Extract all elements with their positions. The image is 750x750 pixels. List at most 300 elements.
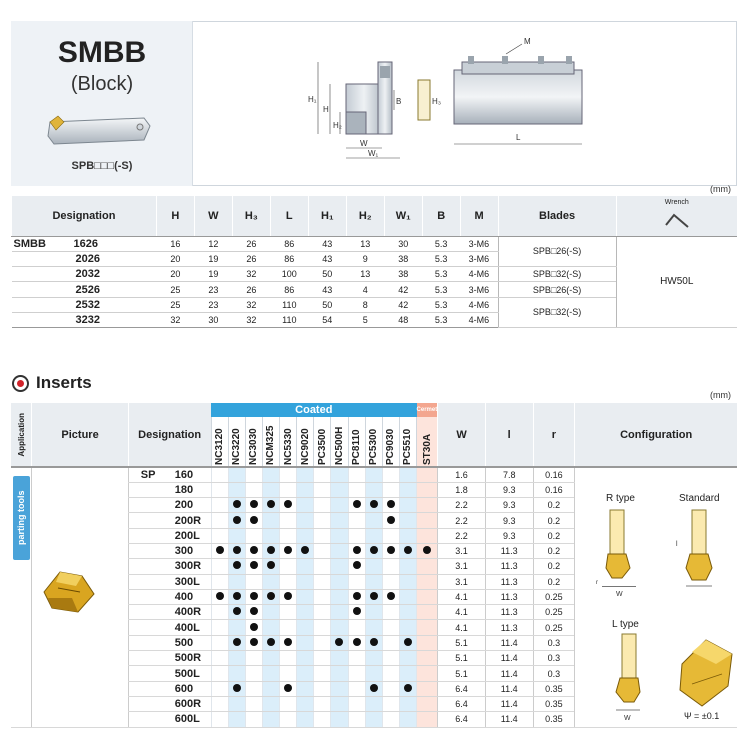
grade-cell [280,589,297,604]
insert-l-cell: 11.4 [485,651,533,666]
grade-cell [262,467,279,482]
standard-l-label: l [676,541,678,548]
col-l: L [270,196,308,236]
dim-label-l: L [516,133,521,142]
insert-designation [128,681,211,696]
insert-r-cell: 0.2 [533,528,575,543]
grade-header [297,417,314,467]
grade-cell [314,528,331,543]
blade-cell: SPB□26(-S) [498,282,616,297]
holder-code: SPB□□□(-S) [71,160,133,172]
config-label-l-type: L type [612,619,639,630]
grade-cell [280,620,297,635]
insert-l-cell: 11.3 [485,574,533,589]
insert-l-cell: 11.3 [485,543,533,558]
grade-cell [297,498,314,513]
grade-cell [348,666,365,681]
grade-cell [382,482,399,497]
grade-cell [417,712,438,727]
insert-w-cell: 1.8 [438,482,486,497]
grade-cell [331,651,348,666]
insert-code: 200 [174,499,194,512]
grade-cell [262,543,279,558]
cell-b: 5.3 [422,267,460,282]
grade-cell [245,559,262,574]
grade-cell [245,482,262,497]
grade-cell [228,696,245,711]
availability-dot [233,607,241,615]
availability-dot [250,623,258,631]
cell-l: 86 [270,251,308,266]
grade-cell [399,482,416,497]
grade-cell [417,543,438,558]
grade-label: ST30A [421,433,433,465]
grade-cell [262,635,279,650]
grade-label: NCM325 [265,425,277,465]
grade-cell [262,513,279,528]
insert-l-cell: 11.4 [485,635,533,650]
grade-cell [297,620,314,635]
grade-cell [382,712,399,727]
insert-designation [128,605,211,620]
grade-header [365,417,382,467]
dim-label-h: H [323,105,329,114]
grade-label: NC3220 [231,427,243,465]
dim-label-m: M [524,37,531,46]
availability-dot [370,684,378,692]
insert-designation [128,498,211,513]
grade-cell [228,651,245,666]
grade-cell [297,681,314,696]
grade-cell [245,666,262,681]
grade-label: NC3120 [214,427,226,465]
grade-cell [280,513,297,528]
grade-cell [331,589,348,604]
grade-cell [365,620,382,635]
cell-m: 4-M6 [460,312,498,327]
grade-cell [417,467,438,482]
cell-l: 86 [270,236,308,251]
grade-cell [280,696,297,711]
grade-cell [262,620,279,635]
grade-cell [245,620,262,635]
grade-cell [314,620,331,635]
insert-w-cell: 2.2 [438,528,486,543]
insert-r-cell: 0.3 [533,651,575,666]
cell-h1: 43 [308,282,346,297]
cell-h3: 26 [232,282,270,297]
page-subtitle: (Block) [70,73,134,95]
grade-cell [382,498,399,513]
insert-row [11,467,737,482]
insert-r-cell: 0.2 [533,513,575,528]
availability-dot [267,500,275,508]
cell-h1: 50 [308,267,346,282]
insert-w-cell: 2.2 [438,513,486,528]
availability-dot [233,592,241,600]
grade-cell [348,528,365,543]
grade-cell [314,651,331,666]
cell-h: 25 [156,297,194,312]
grade-label: NC5330 [282,427,294,465]
grade-cell [262,528,279,543]
grade-cell [331,605,348,620]
col-blades: Blades [498,196,616,236]
insert-l-cell: 9.3 [485,498,533,513]
availability-dot [250,592,258,600]
cell-h3: 32 [232,297,270,312]
designation-code: 2026 [75,252,100,265]
grade-cell [314,543,331,558]
grade-cell [262,651,279,666]
config-label-r-type: R type [606,493,635,504]
grade-cell [417,574,438,589]
blade-cell: SPB□32(-S) [498,267,616,282]
grade-cell [348,635,365,650]
grade-cell [382,696,399,711]
availability-dot [370,592,378,600]
grade-cell [228,635,245,650]
availability-dot [370,546,378,554]
insert-code: 400L [174,621,200,634]
grade-cell [314,712,331,727]
insert-designation [128,559,211,574]
grade-cell [417,696,438,711]
availability-dot [387,500,395,508]
grade-cell [382,681,399,696]
grade-cell [382,559,399,574]
grade-cell [297,605,314,620]
designation-cell [12,236,157,251]
insert-r-cell: 0.2 [533,498,575,513]
grade-cell [228,605,245,620]
grade-header [228,417,245,467]
designation-code: 2532 [75,298,100,311]
col-cermet: Cermet [417,403,438,417]
cell-w: 30 [194,312,232,327]
grade-label: NC3030 [248,427,260,465]
dim-label-w1: W₁ [368,149,379,158]
grade-cell [280,498,297,513]
r-type-r-label: r [596,580,598,586]
blade-section-drawing [412,76,442,126]
designation-cell [12,282,157,297]
grade-cell [211,574,228,589]
grade-cell [280,712,297,727]
insert-w-cell: 4.1 [438,605,486,620]
grade-cell [211,666,228,681]
section-bullet-icon [12,375,29,392]
insert-code: 500L [174,667,200,680]
cell-w: 23 [194,282,232,297]
cell-l: 86 [270,282,308,297]
blade-cell: SPB□32(-S) [498,297,616,328]
grade-cell [382,651,399,666]
insert-l-cell: 11.3 [485,605,533,620]
grade-label: PC9030 [385,428,397,465]
grade-cell [417,559,438,574]
availability-dot [353,638,361,646]
insert-designation [128,666,211,681]
availability-dot [353,546,361,554]
grade-cell [417,635,438,650]
grade-cell [365,559,382,574]
availability-dot [284,638,292,646]
designation-code: 2032 [75,268,100,281]
grade-cell [365,467,382,482]
grade-cell [297,528,314,543]
grade-cell [399,666,416,681]
grade-cell [365,635,382,650]
cell-h1: 43 [308,251,346,266]
grade-cell [417,589,438,604]
insert-designation [128,620,211,635]
grade-cell [331,467,348,482]
grade-label: PC8110 [351,428,363,465]
grade-cell [382,605,399,620]
grade-cell [331,681,348,696]
grade-header [314,417,331,467]
insert-l-cell: 11.4 [485,681,533,696]
grade-cell [228,681,245,696]
cell-h: 32 [156,312,194,327]
grade-cell [348,498,365,513]
grade-cell [399,467,416,482]
grade-cell [280,635,297,650]
grade-cell [297,467,314,482]
insert-designation [128,574,211,589]
grade-cell [365,574,382,589]
grade-cell [417,620,438,635]
grade-cell [399,559,416,574]
cell-w1: 42 [384,282,422,297]
cell-h2: 9 [346,251,384,266]
grade-cell [365,589,382,604]
availability-dot [233,561,241,569]
grade-cell [331,620,348,635]
availability-dot [250,638,258,646]
insert-designation [128,651,211,666]
grade-cell [399,651,416,666]
availability-dot [250,561,258,569]
cell-h2: 13 [346,267,384,282]
grade-cell [399,528,416,543]
grade-header [382,417,399,467]
col-coated: Coated [211,403,417,417]
insert-code: 600 [174,682,194,695]
tolerance-note: Ψ = ±0.1 [684,711,720,721]
grade-cell [280,482,297,497]
designation-cell [12,267,157,282]
insert-designation [128,589,211,604]
col-b: B [422,196,460,236]
insert-w-cell: 5.1 [438,635,486,650]
grade-cell [280,528,297,543]
col-application-label: Application [16,412,26,457]
grade-cell [365,681,382,696]
grade-cell [417,605,438,620]
insert-w-cell: 4.1 [438,589,486,604]
grade-cell [280,559,297,574]
cell-w: 23 [194,297,232,312]
availability-dot [216,546,224,554]
grade-cell [245,605,262,620]
grade-cell [331,498,348,513]
insert-w-cell: 6.4 [438,712,486,727]
availability-dot [284,500,292,508]
grade-cell [399,635,416,650]
grade-cell [348,543,365,558]
availability-dot [267,638,275,646]
insert-picture [38,566,98,616]
inserts-title: Inserts [36,373,92,392]
grade-cell [297,543,314,558]
availability-dot [233,516,241,524]
availability-dot [370,500,378,508]
grade-cell [365,543,382,558]
insert-l-cell: 9.3 [485,513,533,528]
cell-w: 12 [194,236,232,251]
col-l: l [485,403,533,467]
grade-cell [297,635,314,650]
grade-cell [211,696,228,711]
designation-prefix: SMBB [13,237,46,250]
application-tab-parting-tools[interactable]: parting tools [13,476,30,560]
grade-cell [382,635,399,650]
availability-dot [216,592,224,600]
insert-l-cell: 11.3 [485,559,533,574]
grade-cell [365,482,382,497]
insert-w-cell: 3.1 [438,574,486,589]
insert-r-cell: 0.16 [533,467,575,482]
grade-cell [211,559,228,574]
blade-holder-image [44,110,154,152]
grade-cell [262,498,279,513]
cell-b: 5.3 [422,312,460,327]
grade-cell [262,712,279,727]
grade-cell [399,543,416,558]
cell-m: 4-M6 [460,297,498,312]
grade-cell [314,696,331,711]
grade-label: NC9020 [299,427,311,465]
col-application [11,403,32,467]
grade-cell [348,589,365,604]
availability-dot [267,592,275,600]
insert-w-cell: 1.6 [438,467,486,482]
availability-dot [353,561,361,569]
grade-cell [211,605,228,620]
cell-w: 19 [194,251,232,266]
grade-cell [297,574,314,589]
grade-cell [399,620,416,635]
availability-dot [301,546,309,554]
insert-r-cell: 0.2 [533,574,575,589]
grade-header [331,417,348,467]
insert-l-cell: 11.4 [485,696,533,711]
grade-cell [280,605,297,620]
l-type-insert-drawing [594,630,664,722]
insert-l-cell: 11.3 [485,589,533,604]
insert-code: 300 [174,545,194,558]
grade-cell [417,651,438,666]
grade-cell [365,605,382,620]
block-spec-table [11,196,737,328]
grade-cell [280,681,297,696]
grade-cell [211,482,228,497]
insert-l-cell: 11.4 [485,666,533,681]
grade-cell [331,513,348,528]
grade-cell [262,559,279,574]
grade-header [262,417,279,467]
grade-cell [211,513,228,528]
grade-cell [228,528,245,543]
grade-cell [399,574,416,589]
grade-cell [314,635,331,650]
grade-cell [297,559,314,574]
cell-w1: 38 [384,267,422,282]
grade-cell [245,589,262,604]
grade-cell [331,559,348,574]
grade-cell [297,513,314,528]
grade-cell [211,651,228,666]
availability-dot [250,607,258,615]
grade-cell [382,666,399,681]
designation-code: 2526 [75,283,100,296]
grade-cell [348,559,365,574]
standard-insert-drawing [670,506,740,598]
grade-cell [348,681,365,696]
cell-h1: 50 [308,297,346,312]
grade-cell [245,696,262,711]
grade-cell [365,712,382,727]
grade-cell [297,712,314,727]
availability-dot [267,546,275,554]
grade-cell [399,513,416,528]
cell-l: 110 [270,297,308,312]
grade-cell [280,666,297,681]
availability-dot [284,684,292,692]
dim-label-h1: H₁ [308,95,317,104]
cell-b: 5.3 [422,282,460,297]
grade-cell [382,620,399,635]
grade-cell [348,605,365,620]
grade-cell [280,651,297,666]
availability-dot [233,638,241,646]
grade-cell [211,467,228,482]
cell-b: 5.3 [422,297,460,312]
col-configuration: Configuration [575,403,737,467]
availability-dot [284,592,292,600]
insert-w-cell: 5.1 [438,666,486,681]
grade-cell [228,543,245,558]
availability-dot [250,500,258,508]
grade-cell [314,559,331,574]
col-h1: H₁ [308,196,346,236]
availability-dot [353,500,361,508]
grade-cell [399,589,416,604]
availability-dot [387,546,395,554]
designation-code: 1626 [73,237,98,250]
dim-label-h2: H₂ [333,121,342,130]
col-w: W [194,196,232,236]
grade-cell [245,498,262,513]
insert-w-cell: 3.1 [438,559,486,574]
insert-r-cell: 0.35 [533,696,575,711]
col-h2: H₂ [346,196,384,236]
grade-cell [211,498,228,513]
designation-cell [12,251,157,266]
availability-dot [233,684,241,692]
